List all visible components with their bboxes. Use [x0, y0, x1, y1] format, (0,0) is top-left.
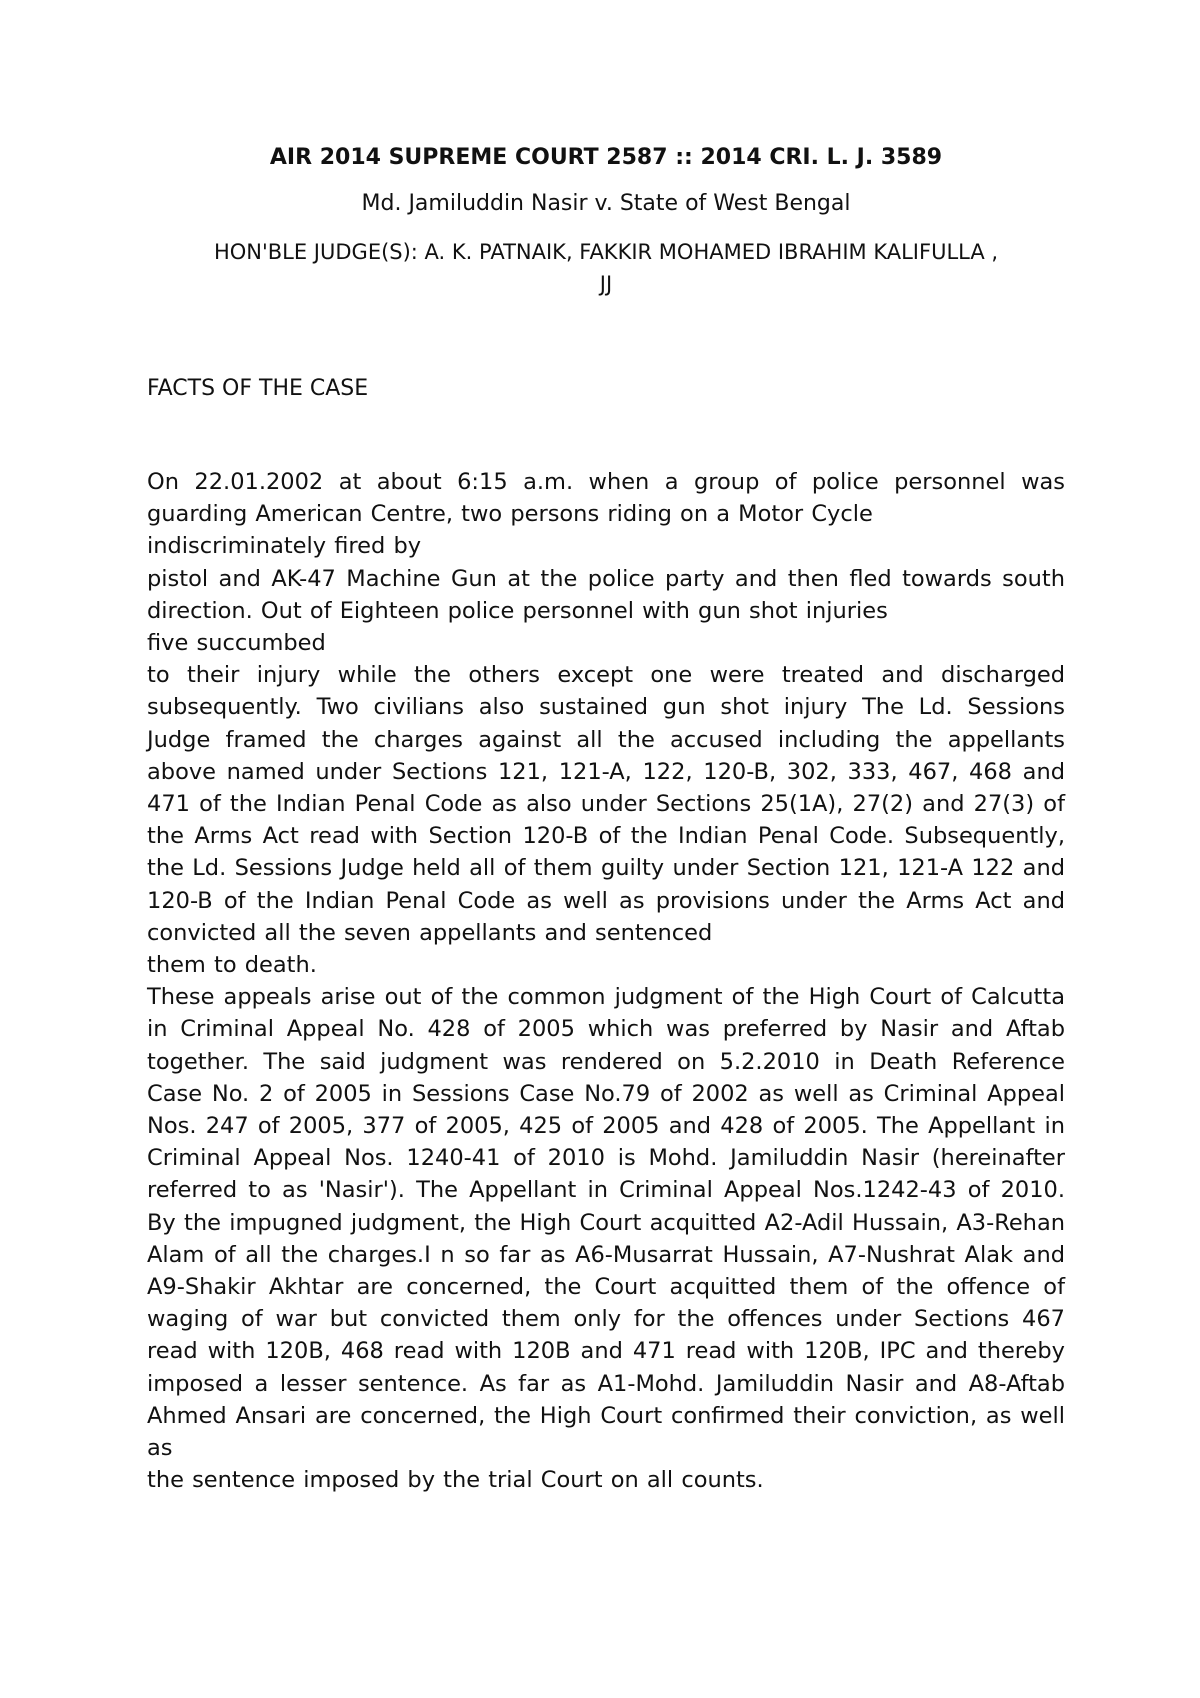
- case-parties: Md. Jamiluddin Nasir v. State of West Bengal: [361, 191, 851, 216]
- case-facts-body: [147, 466, 1065, 1497]
- paragraph-segment: them to death.: [147, 952, 317, 979]
- paragraph-segment: On 22.01.2002 at about 6:15 a.m. when a group of police personnel was guarding American Centre, two persons riding on a Motor Cycle: [147, 469, 1065, 528]
- case-judges: [147, 236, 1065, 300]
- paragraph-segment: the sentence imposed by the trial Court on all counts.: [147, 1467, 764, 1494]
- paragraph-segment: pistol and AK-47 Machine Gun at the police party and then fled towards south direction. Out of Eighteen police personnel with gun shot injuries: [147, 565, 1065, 624]
- paragraph-segment: to their injury while the others except one were treated and discharged subsequently. Two civilians also sustained gun shot injury The Ld. Sessions Judge framed the charges against all the accused including the appellants above named under Sections 121, 121-A, 122, 120-B, 302, 333, 467, 468 and 471 of the Indian Penal Code as also under Sections 25(1A), 27(2) and 27(3) of the Arms Act read with Section 120-B of the Indian Penal Code. Subsequently, the Ld. Sessions Judge held all of them guilty under Section 121, 121-A 122 and 120-B of the Indian Penal Code as well as provisions under the Arms Act and convicted all the seven appellants and sentenced: [147, 662, 1065, 946]
- section-heading: FACTS OF THE CASE: [147, 376, 369, 401]
- judges-line-2: JJ: [599, 272, 613, 296]
- case-citation: AIR 2014 SUPREME COURT 2587 :: 2014 CRI. L. J. 3589: [269, 145, 943, 170]
- paragraph-segment: These appeals arise out of the common judgment of the High Court of Calcutta in Criminal Appeal No. 428 of 2005 which was preferred by Nasir and Aftab together. The said judgment was rendered on 5.2.2010 in Death Reference Case No. 2 of 2005 in Sessions Case No.79 of 2002 as well as Criminal Appeal Nos. 247 of 2005, 377 of 2005, 425 of 2005 and 428 of 2005. The Appellant in Criminal Appeal Nos. 1240-41 of 2010 is Mohd. Jamiluddin Nasir (hereinafter referred to as 'Nasir'). The Appellant in Criminal Appeal Nos.1242-43 of 2010. By the impugned judgment, the High Court acquitted A2-Adil Hussain, A3-Rehan Alam of all the charges.I n so far as A6-Musarrat Hussain, A7-Nushrat Alak and A9-Shakir Akhtar are concerned, the Court acquitted them of the offence of waging of war but convicted them only for the offences under Sections 467 read with 120B, 468 read with 120B and 471 read with 120B, IPC and thereby imposed a lesser sentence. As far as A1-Mohd. Jamiluddin Nasir and A8-Aftab Ahmed Ansari are concerned, the High Court confirmed their conviction, as well as: [147, 984, 1065, 1462]
- paragraph-segment: indiscriminately fired by: [147, 533, 422, 560]
- paragraph-segment: five succumbed: [147, 630, 326, 657]
- document-header: [147, 142, 1065, 300]
- judges-line-1: HON'BLE JUDGE(S): A. K. PATNAIK, FAKKIR MOHAMED IBRAHIM KALIFULLA ,: [213, 240, 999, 264]
